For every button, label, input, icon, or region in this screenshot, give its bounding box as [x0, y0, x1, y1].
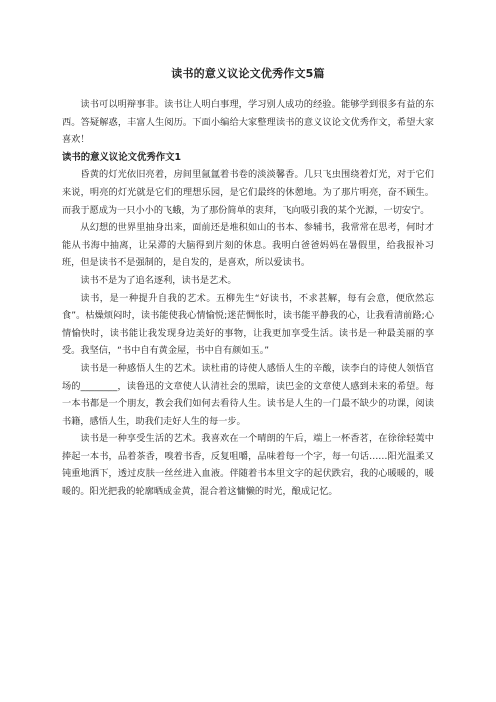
section-heading: 读书的意义议论文优秀作文1 [62, 151, 182, 163]
body-paragraph-1: 昏黄的灯光依旧亮着，房间里氤氲着书卷的淡淡馨香。几只飞虫围绕着灯光，对于它们来说，明亮的灯光就是它们的理想乐园，是它们最终的休憩地。为了那片明亮，奋不顾生。而我于愿成为一只小小的飞蛾，为了那份简单的衷拜，飞向吸引我的某个光源，一切安宁。 [62, 169, 434, 216]
document-title: 读书的意义议论文优秀作文5篇 [171, 67, 325, 80]
body-paragraph-2: 从幻想的世界里抽身出来，面前还是堆积如山的书本、参辅书，我常常在思考，何时才能从书海中抽离，让呆滞的大脑得到片刻的休息。我明白爸爸妈妈在暑假里，给我报补习班，但是读书不是强制的，是自发的，是喜欢，所以爱读书。 [62, 222, 434, 269]
body-paragraph-6: 读书是一种享受生活的艺术。我喜欢在一个晴朗的午后，端上一杯香茗，在徐徐轻荑中捧起一本书，品着茶香，嗅着书香，反复咀嚼，品味着每一个字，每一句话……阳光温柔又钝重地洒下，透过皮肤一丝丝进入血液。伴随着书本里文字的起伏跌宕，我的心暖暖的，暖暖的。阳光把我的轮廓晒成金黄，混合着这慵懒的时光，酿成记忆。 [62, 433, 434, 498]
intro-paragraph: 读书可以明辩事非。读书让人明白事理，学习别人成功的经验。能够学到很多有益的东西。答疑解惑，丰富人生阅历。下面小编给大家整理读书的意义议论文优秀作文，希望大家喜欢！ [62, 99, 434, 146]
body-paragraph-3: 读书不是为了追名逐利，读书是艺术。 [80, 274, 237, 286]
body-paragraph-5: 读书是一种感悟人生的艺术。读杜甫的诗使人感悟人生的辛酸，读李白的诗使人领悟官场的________，读鲁迅的文章使人认清社会的黑暗，读巴金的文章使人感到未来的希望。每一本书都是一个朋友，教会我们如何去看待人生。读书是人生的一门最不缺少的功课，阅读书籍，感悟人生，助我们走好人生的每一步。 [62, 362, 434, 427]
body-paragraph-4: 读书，是一种提升自我的艺术。五柳先生“好读书，不求甚解，每有会意，便欣然忘食”。枯燥烦闷时，读书能使我心情愉悦;迷茫惆怅时，读书能平静我的心，让我看清前路;心情愉快时，读书能让我发现身边美好的事物，让我更加享受生活。读书是一种最美丽的享受。我坚信，“书中自有黄金屋，书中自有颜如玉。” [62, 292, 434, 357]
